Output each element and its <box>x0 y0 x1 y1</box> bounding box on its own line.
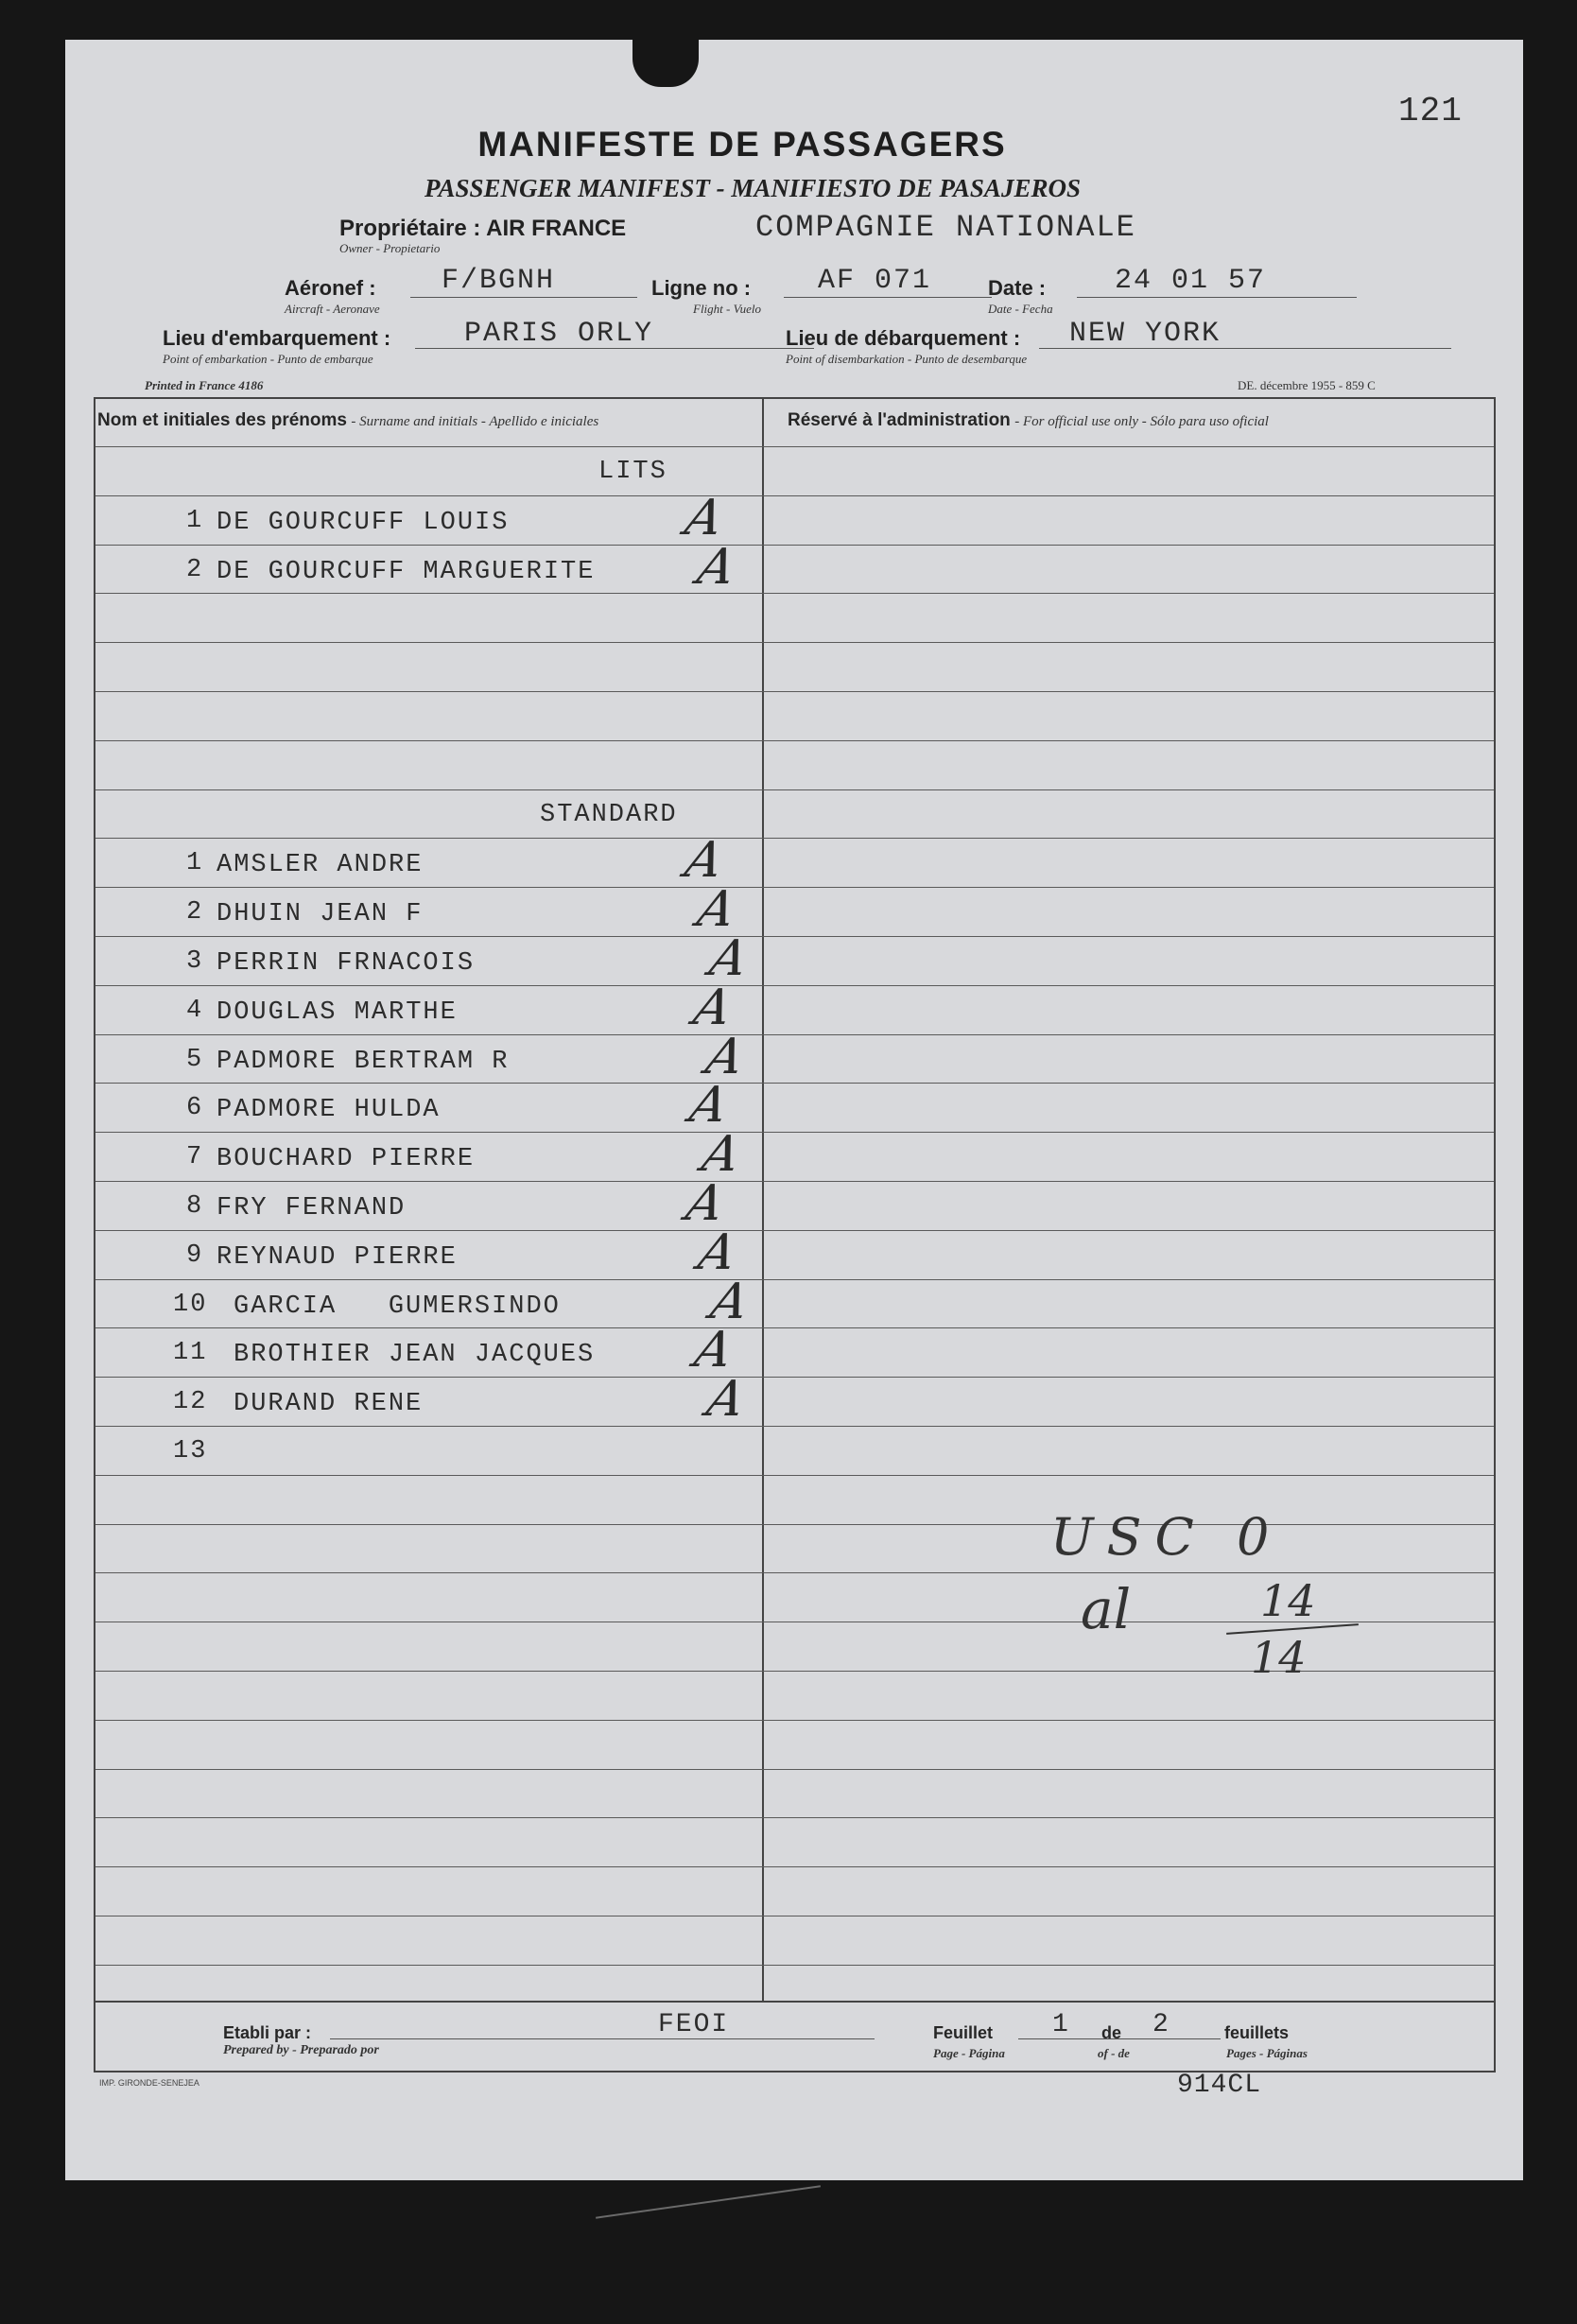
sheet-label: Feuillet <box>933 2023 994 2042</box>
passenger-number: 9 <box>186 1240 204 1270</box>
date-sublabel: Date - Fecha <box>988 302 1053 316</box>
page-number: 121 <box>1398 92 1463 130</box>
ruled-line <box>95 593 1494 594</box>
passenger-number: 10 <box>173 1290 208 1319</box>
form-ref: DE. décembre 1955 - 859 C <box>1238 378 1376 392</box>
passenger-number: 7 <box>186 1143 204 1172</box>
sheet-of-label: de <box>1101 2023 1122 2042</box>
section-heading: STANDARD <box>540 800 678 829</box>
section-heading: LITS <box>598 458 667 486</box>
ruled-line <box>95 1377 1494 1378</box>
check-mark: A <box>688 979 737 1036</box>
passenger-name: GARCIA GUMERSINDO <box>234 1292 561 1321</box>
date-label: Date : <box>988 276 1047 300</box>
passenger-name: BROTHIER JEAN JACQUES <box>234 1341 596 1370</box>
embarkation-label: Lieu d'embarquement : <box>163 326 391 350</box>
passenger-number: 2 <box>186 898 204 928</box>
sheet-sublabel-pages: Pages - Páginas <box>1226 2046 1308 2060</box>
admin-note-al: al <box>1081 1577 1132 1641</box>
ruled-line <box>95 1279 1494 1280</box>
flight-value: AF 071 <box>818 265 932 297</box>
sheet-total: 2 <box>1152 2010 1170 2039</box>
passenger-name: DURAND RENE <box>234 1390 424 1419</box>
ruled-line <box>95 1181 1494 1182</box>
passenger-name: DE GOURCUFF LOUIS <box>217 508 510 537</box>
ruled-line <box>95 1965 1494 1966</box>
passenger-number: 3 <box>186 947 204 976</box>
passenger-number: 11 <box>173 1339 208 1368</box>
printed-in: Printed in France 4186 <box>145 378 264 392</box>
ruled-line <box>95 1327 1494 1328</box>
punch-hole <box>633 40 699 87</box>
passenger-name: PERRIN FRNACOIS <box>217 949 476 978</box>
check-mark: A <box>705 1273 754 1330</box>
disembarkation-value: NEW YORK <box>1069 318 1222 350</box>
passenger-number: 4 <box>186 996 204 1025</box>
ruled-line <box>95 838 1494 839</box>
passenger-number: 1 <box>186 849 204 878</box>
pen-stroke <box>596 2185 821 2218</box>
flight-sublabel: Flight - Vuelo <box>693 302 761 316</box>
manifest-table <box>94 397 1496 2073</box>
ruled-line <box>95 642 1494 643</box>
check-mark: A <box>697 1126 745 1184</box>
ruled-line <box>95 691 1494 692</box>
ruled-line <box>95 1769 1494 1770</box>
admin-note-numerator: 14 <box>1260 1575 1316 1626</box>
check-mark: A <box>701 1028 749 1085</box>
passenger-name: PADMORE HULDA <box>217 1096 441 1125</box>
ruled-line <box>95 1475 1494 1476</box>
ruled-line <box>95 1572 1494 1573</box>
aircraft-label: Aéronef : <box>285 276 376 300</box>
ruled-line <box>95 1866 1494 1867</box>
passenger-number: 13 <box>173 1437 208 1466</box>
passenger-number: 8 <box>186 1192 204 1221</box>
check-mark: A <box>685 1077 733 1135</box>
passenger-name: FRY FERNAND <box>217 1194 407 1223</box>
check-mark: A <box>692 538 740 596</box>
owner-label: Propriétaire : AIR FRANCE <box>339 216 627 241</box>
ruled-line <box>95 936 1494 937</box>
ruled-line <box>95 740 1494 741</box>
flight-label: Ligne no : <box>651 276 752 300</box>
passenger-name: REYNAUD PIERRE <box>217 1242 458 1272</box>
disembarkation-label: Lieu de débarquement : <box>786 326 1021 350</box>
printer-code: IMP. GIRONDE-SENEJEA <box>99 2078 199 2088</box>
passenger-number: 2 <box>186 555 204 584</box>
passenger-name: AMSLER ANDRE <box>217 851 424 880</box>
owner-sublabel: Owner - Propietario <box>339 241 441 255</box>
admin-note-usc: USC 0 <box>1050 1507 1283 1567</box>
form-title: MANIFESTE DE PASSAGERS <box>477 125 1007 164</box>
check-mark: A <box>702 1371 750 1429</box>
admin-note-denominator: 14 <box>1251 1632 1307 1683</box>
form-subtitle: PASSENGER MANIFEST - MANIFIESTO DE PASAJEROS <box>425 174 1081 202</box>
prepared-by: Etabli par : Prepared by - Preparado por <box>223 2023 379 2057</box>
sheet-suffix: feuillets <box>1224 2023 1290 2042</box>
ruled-line <box>95 1720 1494 1721</box>
footer-divider <box>95 2001 1494 2003</box>
ruled-line <box>95 1230 1494 1231</box>
check-mark: A <box>680 832 728 890</box>
passenger-number: 1 <box>186 506 204 535</box>
ruled-line <box>95 985 1494 986</box>
ruled-line <box>95 1817 1494 1818</box>
ruled-line <box>95 1426 1494 1427</box>
check-mark: A <box>689 1322 737 1379</box>
embarkation-sublabel: Point of embarkation - Punto de embarque <box>163 352 373 366</box>
check-mark: A <box>680 489 728 546</box>
passenger-name: BOUCHARD PIERRE <box>217 1145 476 1174</box>
passenger-number: 12 <box>173 1388 208 1417</box>
embarkation-value: PARIS ORLY <box>464 318 654 350</box>
admin-column-header: Réservé à l'administration - For official use only - Sólo para uso oficial <box>788 410 1269 430</box>
check-mark: A <box>692 881 740 939</box>
ruled-line <box>95 446 1494 447</box>
ruled-line <box>95 1132 1494 1133</box>
aircraft-value: F/BGNH <box>442 265 556 297</box>
sheet-page: 1 <box>1052 2010 1070 2039</box>
ruled-line <box>95 495 1494 496</box>
check-mark: A <box>693 1223 741 1281</box>
names-column-header: Nom et initiales des prénoms - Surname and initials - Apellido e iniciales <box>97 410 599 430</box>
column-divider <box>762 399 764 2001</box>
ruled-line <box>95 545 1494 546</box>
ruled-line <box>95 1524 1494 1525</box>
passenger-name: DHUIN JEAN F <box>217 900 424 929</box>
passenger-name: DOUGLAS MARTHE <box>217 997 458 1027</box>
ruled-line <box>95 1034 1494 1035</box>
check-mark: A <box>704 930 753 987</box>
ruled-line <box>95 1083 1494 1084</box>
date-value: 24 01 57 <box>1115 265 1267 297</box>
passenger-number: 6 <box>186 1094 204 1123</box>
prepared-by-value: FEOI <box>658 2010 730 2039</box>
ruled-line <box>95 887 1494 888</box>
passenger-name: DE GOURCUFF MARGUERITE <box>217 557 596 586</box>
manifest-sheet <box>65 40 1523 2180</box>
sheet-sublabel-of: of - de <box>1098 2046 1130 2060</box>
sheet-sublabel-page: Page - Página <box>933 2046 1005 2060</box>
owner-value: COMPAGNIE NATIONALE <box>755 210 1136 245</box>
aircraft-sublabel: Aircraft - Aeronave <box>285 302 380 316</box>
passenger-name: PADMORE BERTRAM R <box>217 1047 510 1076</box>
check-mark: A <box>681 1175 729 1232</box>
passenger-number: 5 <box>186 1045 204 1074</box>
ruled-line <box>95 789 1494 790</box>
footer-code: 914CL <box>1177 2071 1262 2100</box>
disembarkation-sublabel: Point of disembarkation - Punto de desembarque <box>786 352 1028 366</box>
